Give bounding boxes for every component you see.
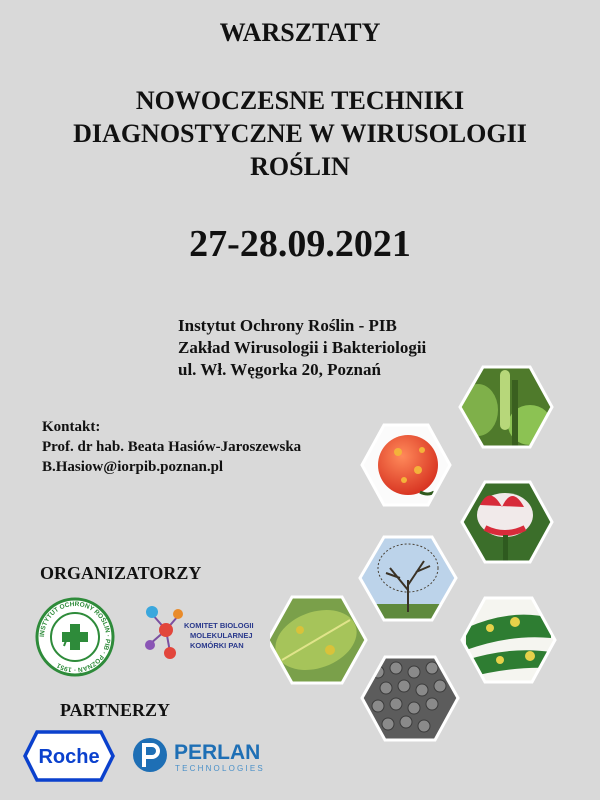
kb-logo-line-3: KOMÓRKI PAN [190,641,244,650]
hexagon-photo-collage [270,355,590,800]
kb-logo-line-1: KOMITET BIOLOGII [184,621,254,630]
perlan-subtitle: TECHNOLOGIES [175,764,265,773]
perlan-logo [132,735,272,777]
squash-image [458,594,558,686]
organizers-heading: ORGANIZATORZY [40,563,202,583]
address-line-3: ul. Wł. Węgorka 20, Poznań [178,360,381,379]
address-line-1: Instytut Ochrony Roślin - PIB [178,316,397,335]
perlan-wordmark: PERLAN [174,741,261,764]
contact-block [42,417,301,477]
title-line-3: ROŚLIN [250,152,350,181]
contact-email[interactable]: B.Hasiow@iorpib.poznan.pl [42,459,224,475]
contact-heading: Kontakt: [42,419,101,435]
contact-person: Prof. dr hab. Beata Hasiów-Jaroszewska [42,439,302,455]
partners-heading: PARTNERZY [60,700,171,720]
ior-logo-text: INSTYTUT OCHRONY ROŚLIN · PIB · POZNAŃ · 1951 [38,600,112,674]
virus-micrograph-image [358,652,462,744]
address-line-2: Zakład Wirusologii i Bakteriologii [178,338,427,357]
title-line-2: DIAGNOSTYCZNE W WIRUSOLOGII [73,119,527,148]
ior-pib-logo [34,596,116,678]
roche-logo [23,730,115,782]
tomato-fruit-image [360,420,455,510]
komitet-biologii-logo [138,600,268,662]
tree-image [356,532,460,624]
tulip-flower-image [458,478,556,566]
workshop-label: WARSZTATY [219,18,381,47]
zucchini-plant-image [455,362,555,452]
kb-logo-line-2: MOLEKULARNEJ [190,631,253,640]
roche-wordmark: Roche [38,746,100,768]
title-line-1: NOWOCZESNE TECHNIKI [135,86,465,115]
workshop-title [0,84,600,183]
svg-text:KOMITET BIOLOGII MOLEKULAR [184,621,256,650]
event-date: 27-28.09.2021 [189,223,411,265]
leaf-image [270,592,370,688]
